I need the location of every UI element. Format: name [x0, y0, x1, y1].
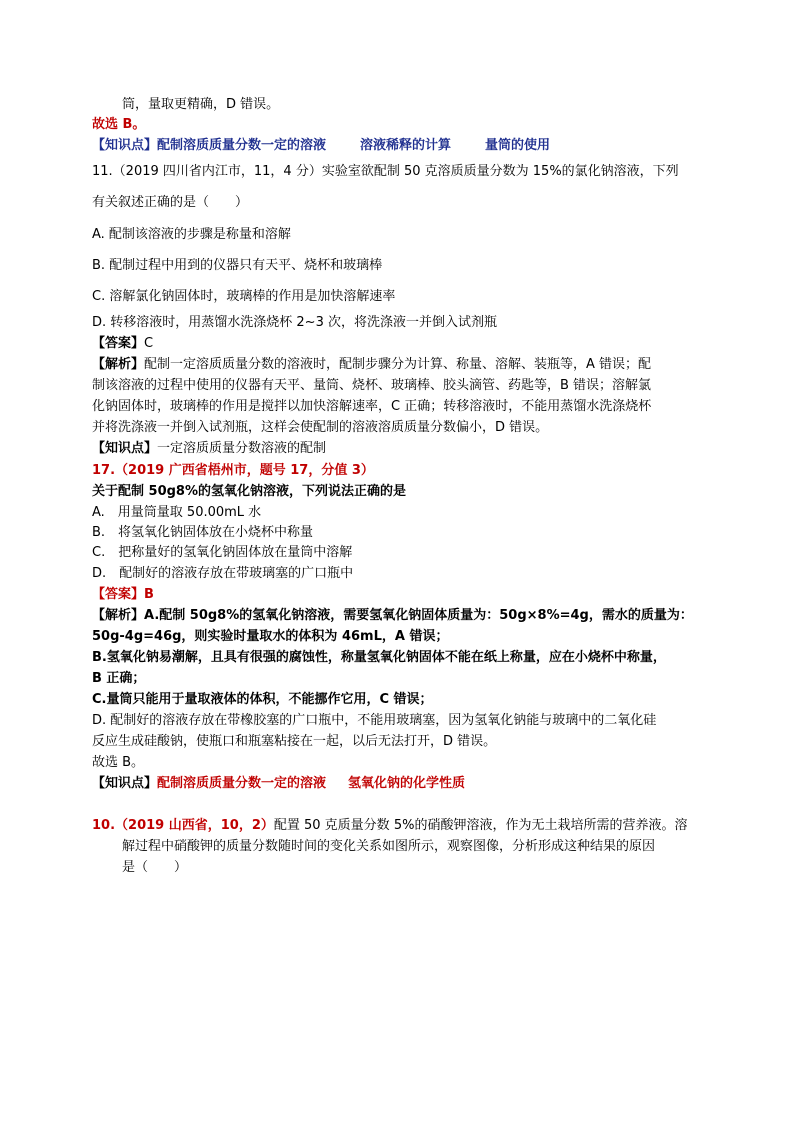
q10-stem-line3: 是（ ） [122, 860, 188, 875]
q10-header: 10.（2019 山西省，10，2） [92, 818, 274, 833]
q17-explanation-line6: D. 配制好的溶液存放在带橡胶塞的广口瓶中，不能用玻璃塞，因为氢氧化钠能与玻璃中的二氧化硅 [92, 713, 657, 728]
q17-option-a: A. 用量筒量取 50.00mL 水 [92, 505, 262, 520]
q11-option-a: A. 配制该溶液的步骤是称量和溶解 [92, 227, 291, 242]
q11-stem-line2: 有关叙述正确的是（ ） [92, 195, 249, 210]
q11-explanation-line2: 制该溶液的过程中使用的仪器有天平、量筒、烧杯、玻璃棒、胶头滴管、药匙等，B 错误；溶解氯 [92, 378, 652, 393]
knowledge-item: 配制溶质质量分数一定的溶液 [157, 138, 327, 153]
explanation-text: 配制一定溶质质量分数的溶液时，配制步骤分为计算、称量、溶解、装瓶等，A 错误；配 [144, 357, 652, 372]
q17-header: 17.（2019 广西省梧州市，题号 17，分值 3） [92, 463, 374, 478]
prev-knowledge-point [92, 137, 550, 155]
q17-explanation-line4: B 正确； [92, 671, 146, 686]
answer-tag: 【答案】 [92, 587, 145, 602]
q17-explanation-line1 [92, 607, 693, 625]
knowledge-tag: 【知识点】 [92, 441, 158, 456]
prev-answer-tail: 筒，量取更精确，D 错误。 [122, 97, 280, 112]
q17-explanation-line3: B.氢氧化钠易潮解，且具有很强的腐蚀性，称量氢氧化钠固体不能在纸上称量，应在小烧杯中称量， [92, 650, 666, 665]
q17-explanation-line8: 故选 B。 [92, 755, 145, 770]
q11-answer [92, 335, 153, 353]
q11-explanation-line4: 并将洗涤液一并倒入试剂瓶，这样会使配制的溶液溶质质量分数偏小，D 错误。 [92, 420, 549, 435]
q11-explanation-line1 [92, 356, 651, 374]
q17-option-c: C. 把称量好的氢氧化钠固体放在量筒中溶解 [92, 545, 353, 560]
q17-stem: 关于配制 50g8%的氢氧化钠溶液，下列说法正确的是 [92, 484, 406, 499]
q11-explanation-line3: 化钠固体时，玻璃棒的作用是搅拌以加快溶解速率，C 正确；转移溶液时，不能用蒸馏水洗涤烧杯 [92, 399, 652, 414]
answer-value: B [144, 587, 154, 602]
knowledge-tag: 【知识点】 [92, 776, 158, 791]
answer-value: C [144, 336, 154, 351]
explanation-text: A.配制 50g8%的氢氧化钠溶液，需要氢氧化钠固体质量为：50g×8%=4g，需水的质量为： [144, 608, 693, 623]
knowledge-tag: 【知识点】 [92, 138, 158, 153]
q11-stem-line1: 11.（2019 四川省内江市，11，4 分）实验室欲配制 50 克溶质质量分数为 15%的氯化钠溶液，下列 [92, 164, 679, 179]
q11-knowledge-point [92, 440, 326, 458]
q10-stem-line2: 解过程中硝酸钾的质量分数随时间的变化关系如图所示，观察图像，分析形成这种结果的原因 [122, 839, 656, 854]
explanation-tag: 【解析】 [92, 608, 145, 623]
q10-stem-line1 [92, 817, 687, 835]
q17-option-b: B. 将氢氧化钠固体放在小烧杯中称量 [92, 525, 314, 540]
knowledge-item: 一定溶质质量分数溶液的配制 [157, 441, 327, 456]
knowledge-item: 配制溶质质量分数一定的溶液 [157, 776, 327, 791]
q17-answer [92, 586, 154, 604]
knowledge-item: 量筒的使用 [485, 138, 551, 153]
knowledge-item: 溶液稀释的计算 [360, 138, 452, 153]
q10-stem-text: 配置 50 克质量分数 5%的硝酸钾溶液，作为无土栽培所需的营养液。溶 [273, 818, 688, 833]
explanation-tag: 【解析】 [92, 357, 145, 372]
q17-explanation-line2: 50g-4g=46g，则实验时量取水的体积为 46mL，A 错误； [92, 629, 449, 644]
q17-explanation-line7: 反应生成硅酸钠，使瓶口和瓶塞粘接在一起，以后无法打开，D 错误。 [92, 734, 497, 749]
q11-option-d: D. 转移溶液时，用蒸馏水洗涤烧杯 2~3 次，将洗涤液一并倒入试剂瓶 [92, 315, 497, 330]
q17-explanation-line5: C.量筒只能用于量取液体的体积，不能挪作它用，C 错误； [92, 692, 433, 707]
q17-knowledge-point [92, 775, 465, 793]
q17-option-d: D. 配制好的溶液存放在带玻璃塞的广口瓶中 [92, 566, 354, 581]
knowledge-item: 氢氧化钠的化学性质 [348, 776, 466, 791]
q11-option-b: B. 配制过程中用到的仪器只有天平、烧杯和玻璃棒 [92, 258, 383, 273]
q11-option-c: C. 溶解氯化钠固体时，玻璃棒的作用是加快溶解速率 [92, 289, 396, 304]
answer-tag: 【答案】 [92, 336, 145, 351]
prev-answer-choice: 故选 B。 [92, 117, 146, 132]
